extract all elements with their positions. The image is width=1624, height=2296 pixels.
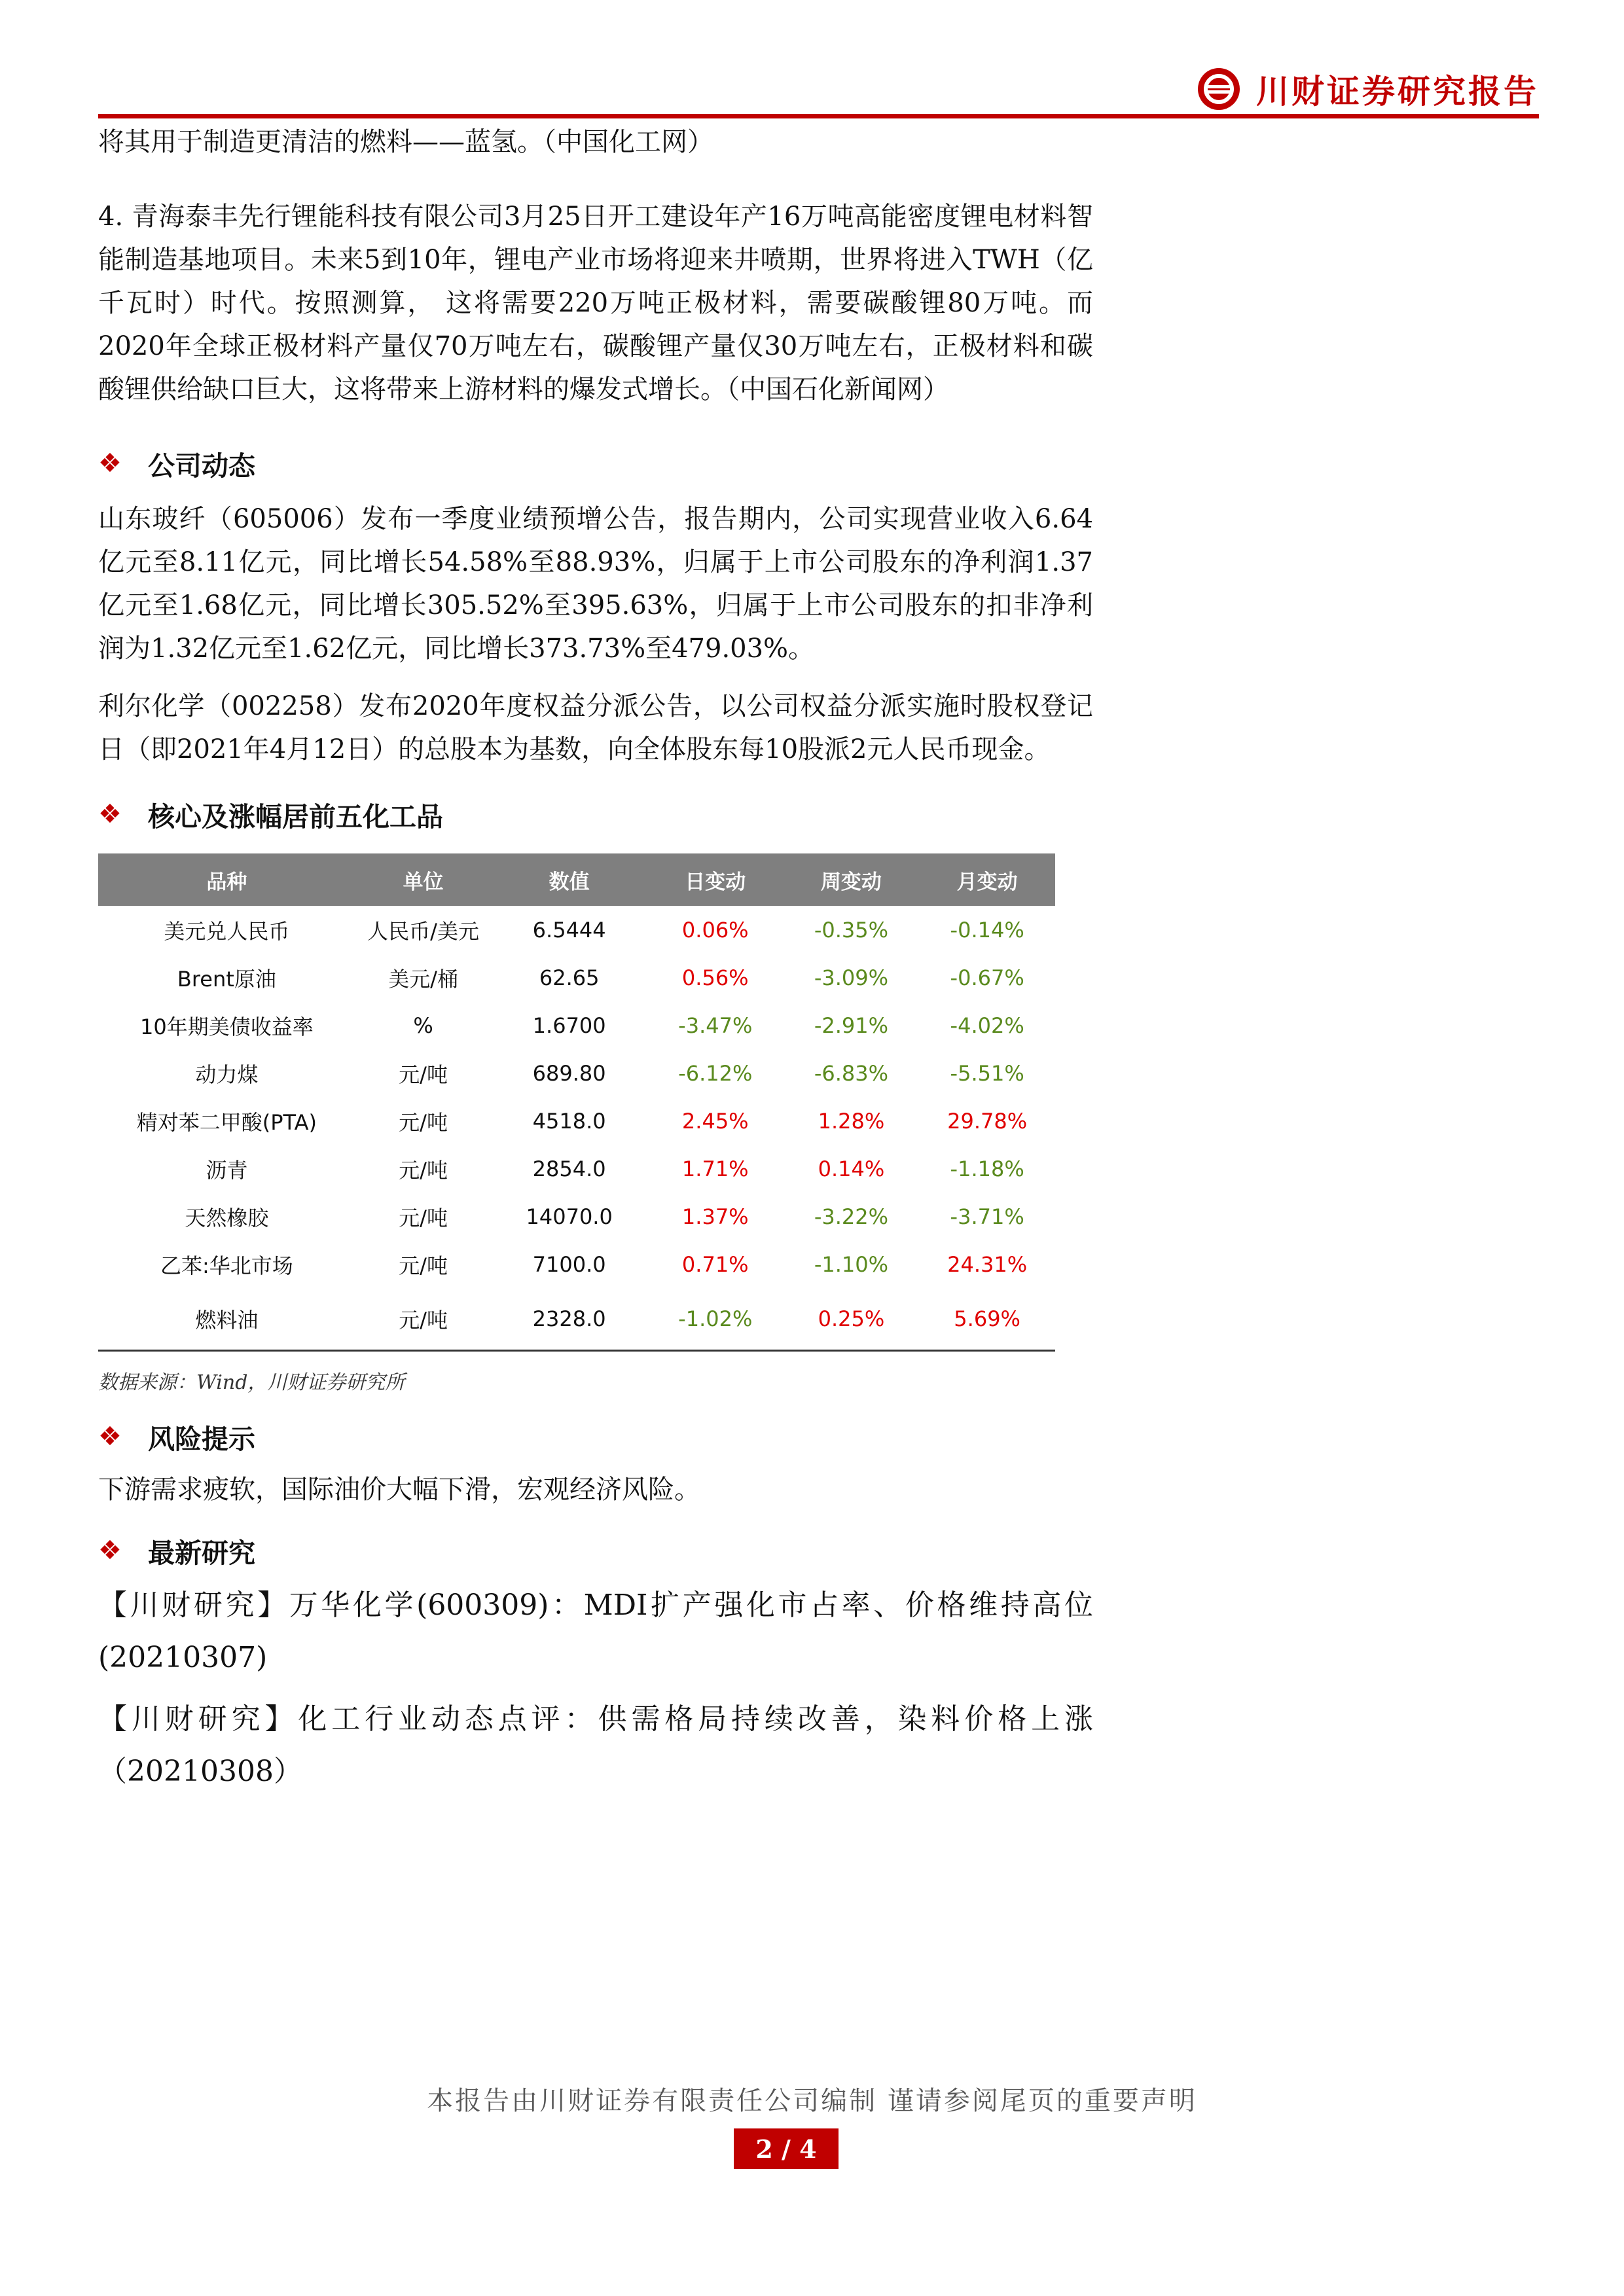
- commodity-name: Brent原油: [177, 966, 276, 992]
- weekly-change: -1.10%: [814, 1251, 889, 1277]
- table-header-row: [98, 853, 1055, 906]
- commodity-value: 4518.0: [532, 1108, 606, 1134]
- daily-change: 1.37%: [681, 1204, 749, 1229]
- commodity-name: 美元兑人民币: [164, 918, 290, 944]
- commodity-name: 10年期美债收益率: [140, 1014, 314, 1039]
- column-header: 周变动: [784, 853, 920, 906]
- diamond-bullet-icon: ❖: [98, 1535, 122, 1566]
- commodity-value: 2854.0: [532, 1156, 606, 1181]
- chuancai-logo-icon: [1196, 66, 1242, 112]
- report-header-brand: [1196, 65, 1539, 113]
- diamond-bullet-icon: ❖: [98, 448, 122, 478]
- table-row: [98, 1145, 1055, 1193]
- commodity-table-heading: [98, 788, 1093, 840]
- table-row: [98, 1240, 1055, 1288]
- latest-research-list: [98, 1579, 1093, 1798]
- commodity-value: 14070.0: [526, 1204, 613, 1229]
- monthly-change: 24.31%: [947, 1251, 1028, 1277]
- commodity-name: 燃料油: [98, 1288, 355, 1351]
- commodity-unit: %: [413, 1013, 433, 1038]
- monthly-change: -0.67%: [950, 965, 1024, 990]
- commodity-value: 2328.0: [491, 1288, 647, 1351]
- monthly-change: 29.78%: [947, 1108, 1028, 1134]
- section-title: 风险提示: [148, 1423, 255, 1455]
- latest-research-heading: [98, 1524, 1093, 1577]
- commodity-name: 乙苯:华北市场: [160, 1253, 293, 1278]
- weekly-change: -2.91%: [814, 1013, 889, 1038]
- monthly-change: -1.18%: [950, 1156, 1024, 1181]
- page-content: [98, 118, 1093, 1798]
- commodity-unit: 元/吨: [399, 1253, 448, 1278]
- page-number: 2 / 4: [734, 2128, 839, 2169]
- commodity-name: 动力煤: [195, 1062, 259, 1087]
- commodity-unit: 元/吨: [399, 1062, 448, 1087]
- commodity-value: 6.5444: [532, 917, 606, 942]
- weekly-change: -3.09%: [814, 965, 889, 990]
- risk-text: 下游需求疲软，国际油价大幅下滑，宏观经济风险。: [98, 1475, 700, 1505]
- weekly-change: 1.28%: [818, 1108, 885, 1134]
- commodity-value: 689.80: [532, 1060, 606, 1086]
- risk-heading: [98, 1410, 1093, 1463]
- table-row: [98, 1001, 1055, 1049]
- company-news-paragraph: 利尔化学（002258）发布2020年度权益分派公告，以公司权益分派实施时股权登记日（即2021年4月12日）的总股本为基数，向全体股东每10股派2元人民币现金。: [98, 691, 1093, 764]
- monthly-change: -5.51%: [950, 1060, 1024, 1086]
- weekly-change: 0.25%: [784, 1288, 920, 1351]
- research-item: 【川财研究】化工行业动态点评：供需格局持续改善，染料价格上涨（20210308）: [98, 1702, 1093, 1788]
- monthly-change: -3.71%: [950, 1204, 1024, 1229]
- weekly-change: -6.83%: [814, 1060, 889, 1086]
- section-title: 核心及涨幅居前五化工品: [148, 800, 443, 833]
- table-row: [98, 1288, 1055, 1351]
- brand-title: 川财证券研究报告: [1256, 73, 1539, 111]
- daily-change: 2.45%: [681, 1108, 749, 1134]
- commodity-value: 62.65: [539, 965, 600, 990]
- commodity-unit: 美元/桶: [388, 966, 458, 992]
- company-news-paragraph: 山东玻纤（605006）发布一季度业绩预增公告，报告期内，公司实现营业收入6.64亿元至8.11亿元，同比增长54.58%至88.93%，归属于上市公司股东的净利润1.37亿元至1.68亿元，同比增长305.52%至395.63%，归属于上市公司股东的扣非净利润为1.32亿元至1.62亿元，同比增长373.73%至479.03%。: [98, 504, 1093, 664]
- daily-change: 0.56%: [681, 965, 749, 990]
- column-header: 日变动: [647, 853, 784, 906]
- commodity-unit: 元/吨: [355, 1288, 492, 1351]
- commodity-value: 1.6700: [532, 1013, 606, 1038]
- commodity-unit: 人民币/美元: [367, 918, 479, 944]
- daily-change: -6.12%: [678, 1060, 753, 1086]
- column-header: 数值: [491, 853, 647, 906]
- commodity-unit: 元/吨: [399, 1109, 448, 1135]
- footer-disclaimer: 本报告由川财证券有限责任公司编制 谨请参阅尾页的重要声明: [427, 2086, 1197, 2116]
- column-header: 品种: [98, 853, 355, 906]
- commodity-table: [98, 853, 1055, 1352]
- daily-change: -1.02%: [647, 1288, 784, 1351]
- table-row: [98, 954, 1055, 1001]
- commodity-name: 天然橡胶: [185, 1205, 269, 1230]
- section-title: 最新研究: [148, 1537, 255, 1569]
- weekly-change: -3.22%: [814, 1204, 889, 1229]
- commodity-unit: 元/吨: [399, 1205, 448, 1230]
- column-header: 单位: [355, 853, 492, 906]
- daily-change: 1.71%: [681, 1156, 749, 1181]
- table-source-note: 数据来源：Wind，川财证券研究所: [98, 1371, 405, 1394]
- research-item: 【川财研究】万华化学(600309)：MDI扩产强化市占率、价格维持高位(20210307): [98, 1588, 1093, 1674]
- table-row: [98, 1049, 1055, 1097]
- table-row: [98, 1193, 1055, 1240]
- diamond-bullet-icon: ❖: [98, 1422, 122, 1452]
- news-item-4: 4. 青海泰丰先行锂能科技有限公司3月25日开工建设年产16万吨高能密度锂电材料智能制造基地项目。未来5到10年，锂电产业市场将迎来井喷期，世界将进入TWH（亿千瓦时）时代。按照测算， 这将需要220万吨正极材料，需要碳酸锂80万吨。而2020年全球正极材料产量仅70万吨左右，碳酸锂产量仅30万吨左右，正极材料和碳酸锂供给缺口巨大，这将带来上游材料的爆发式增长。（中国石化新闻网）: [98, 202, 1093, 404]
- monthly-change: -4.02%: [950, 1013, 1024, 1038]
- diamond-bullet-icon: ❖: [98, 799, 122, 829]
- commodity-name: 精对苯二甲酸(PTA): [136, 1109, 317, 1135]
- daily-change: 0.06%: [681, 917, 749, 942]
- table-row: [98, 1097, 1055, 1145]
- daily-change: -3.47%: [678, 1013, 753, 1038]
- weekly-change: -0.35%: [814, 917, 889, 942]
- news-continued-text: 将其用于制造更清洁的燃料——蓝氢。（中国化工网）: [98, 127, 713, 157]
- monthly-change: 5.69%: [919, 1288, 1055, 1351]
- commodity-value: 7100.0: [532, 1251, 606, 1277]
- commodity-name: 沥青: [206, 1157, 248, 1183]
- weekly-change: 0.14%: [818, 1156, 885, 1181]
- column-header: 月变动: [919, 853, 1055, 906]
- section-title: 公司动态: [148, 450, 255, 482]
- company-news-heading: [98, 437, 1093, 490]
- commodity-unit: 元/吨: [399, 1157, 448, 1183]
- monthly-change: -0.14%: [950, 917, 1024, 942]
- table-row: [98, 906, 1055, 954]
- daily-change: 0.71%: [681, 1251, 749, 1277]
